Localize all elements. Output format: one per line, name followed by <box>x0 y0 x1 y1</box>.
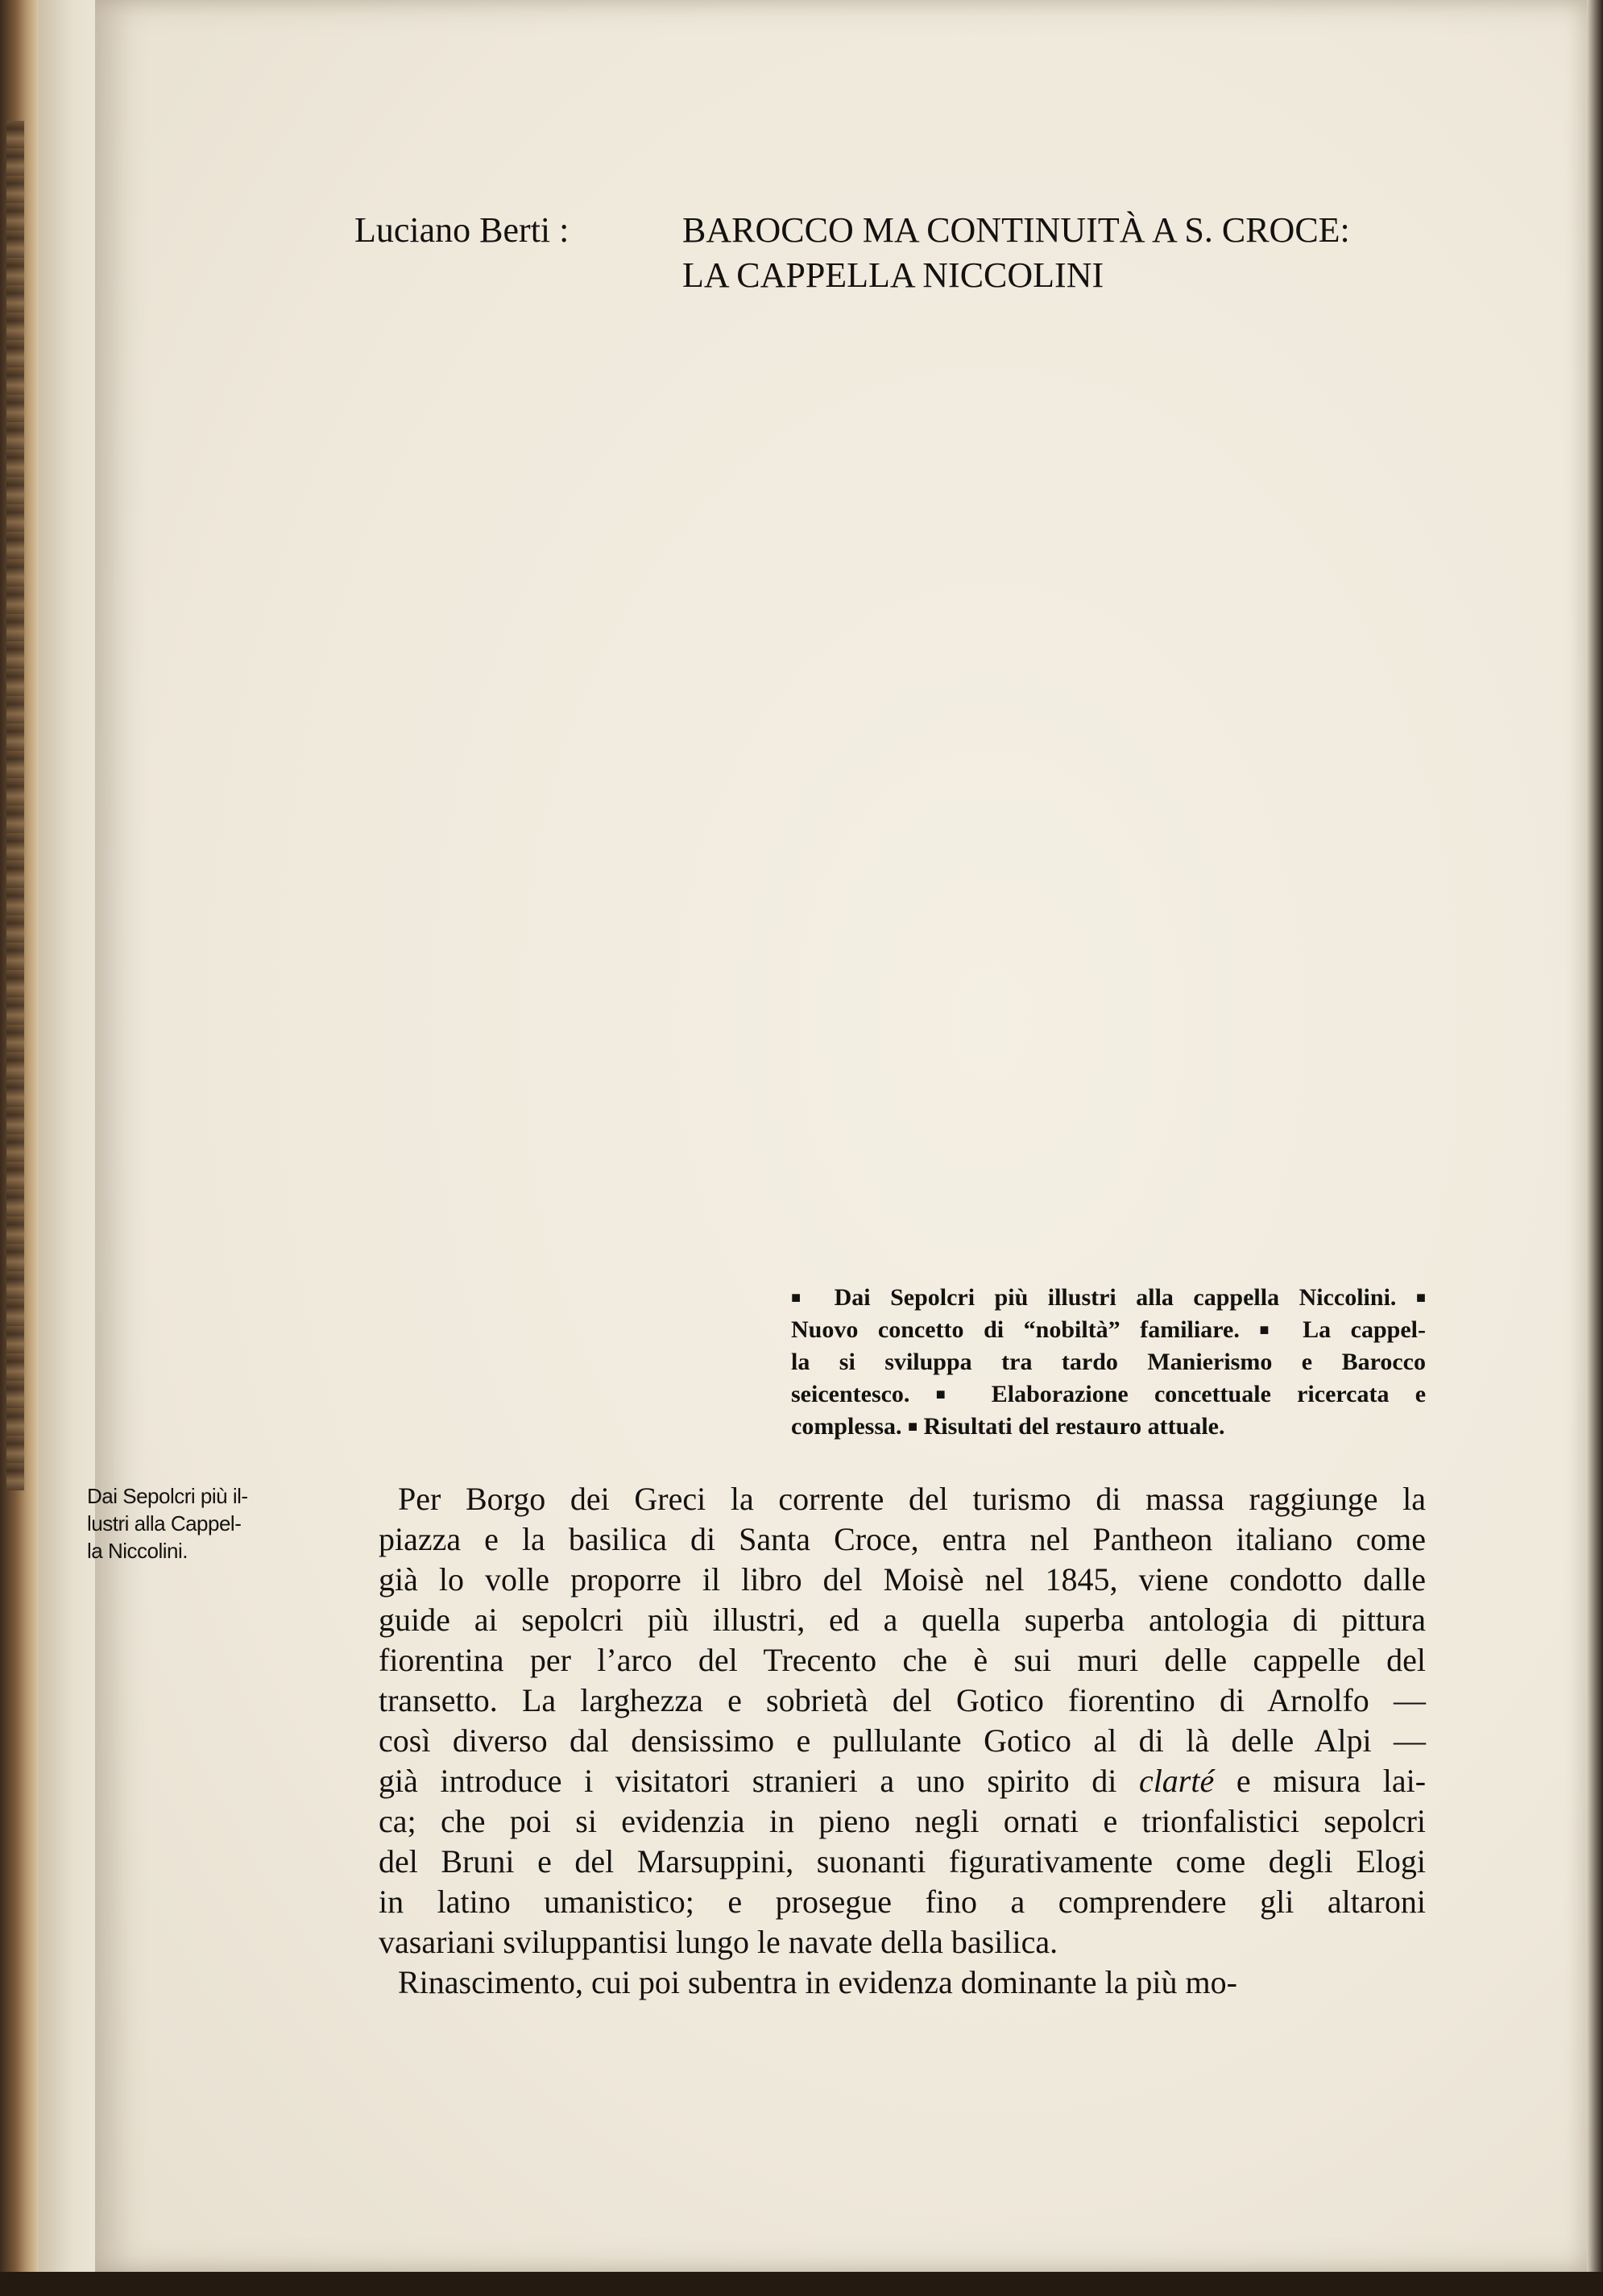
abstract-line: complessa. ■ Risultati del restauro attuale. <box>791 1413 1225 1440</box>
book-spine-edge <box>0 0 39 2296</box>
body-line: Rinascimento, cui poi subentra in evidenza dominante la più mo- <box>398 1964 1237 2000</box>
abstract-line: seicentesco. ■ Elaborazione concettuale ricercata e <box>791 1381 1427 1407</box>
title-line-2: LA CAPPELLA NICCOLINI <box>682 255 1104 295</box>
bullet-icon: ■ <box>1415 1289 1426 1307</box>
bullet-icon: ■ <box>791 1289 815 1307</box>
body-line: vasariani sviluppantisi lungo le navate della basilica. <box>379 1924 1058 1960</box>
body-line: guide ai sepolcri più illustri, ed a quella superba antologia di pittura <box>379 1602 1426 1638</box>
body-line: così diverso dal densissimo e pullulante Gotico al di là delle Alpi — <box>379 1722 1426 1759</box>
italic-word: clarté <box>1138 1763 1215 1799</box>
body-line: Per Borgo dei Greci la corrente del turismo di massa raggiunge la <box>398 1481 1426 1517</box>
margin-note-line: lustri alla Cappel- <box>87 1511 242 1536</box>
bullet-icon: ■ <box>935 1386 966 1403</box>
margin-note-line: Dai Sepolcri più il- <box>87 1484 248 1508</box>
abstract-line: la si sviluppa tra tardo Manierismo e Barocco <box>791 1349 1426 1375</box>
title-line-1: BAROCCO MA CONTINUITÀ A S. CROCE: <box>682 210 1350 250</box>
bullet-icon: ■ <box>908 1418 918 1436</box>
margin-note-line: la Niccolini. <box>87 1539 188 1563</box>
abstract-summary <box>791 1282 1426 1443</box>
abstract-line: Nuovo concetto di “nobiltà” familiare. ■ La cappel- <box>791 1316 1426 1343</box>
bullet-icon: ■ <box>1259 1321 1283 1339</box>
body-line: fiorentina per l’arco del Trecento che è sui muri delle cappelle del <box>379 1642 1426 1678</box>
body-line: del Bruni e del Marsuppini, suonanti figurativamente come degli Elogi <box>379 1843 1426 1879</box>
page-bottom-edge <box>0 2272 1603 2296</box>
body-line: già lo volle proporre il libro del Moisè nel 1845, viene condotto dalle <box>379 1561 1426 1598</box>
margin-note <box>87 1482 304 1565</box>
page-right-edge <box>1587 0 1603 2272</box>
body-text <box>379 1479 1426 2003</box>
body-line: piazza e la basilica di Santa Croce, entra nel Pantheon italiano come <box>379 1521 1426 1557</box>
body-line: transetto. La larghezza e sobrietà del Gotico fiorentino di Arnolfo — <box>379 1682 1426 1718</box>
body-line: già introduce i visitatori stranieri a uno spirito di clarté e misura lai- <box>379 1763 1427 1799</box>
body-line: ca; che poi si evidenzia in pieno negli ornati e trionfalistici sepolcri <box>379 1803 1426 1839</box>
article-title <box>682 208 1350 298</box>
author-name: Luciano Berti : <box>354 210 570 250</box>
abstract-line: ■ Dai Sepolcri più illustri alla cappella Niccolini. ■ <box>791 1284 1426 1311</box>
body-line: in latino umanistico; e prosegue fino a comprendere gli altaroni <box>379 1884 1426 1920</box>
